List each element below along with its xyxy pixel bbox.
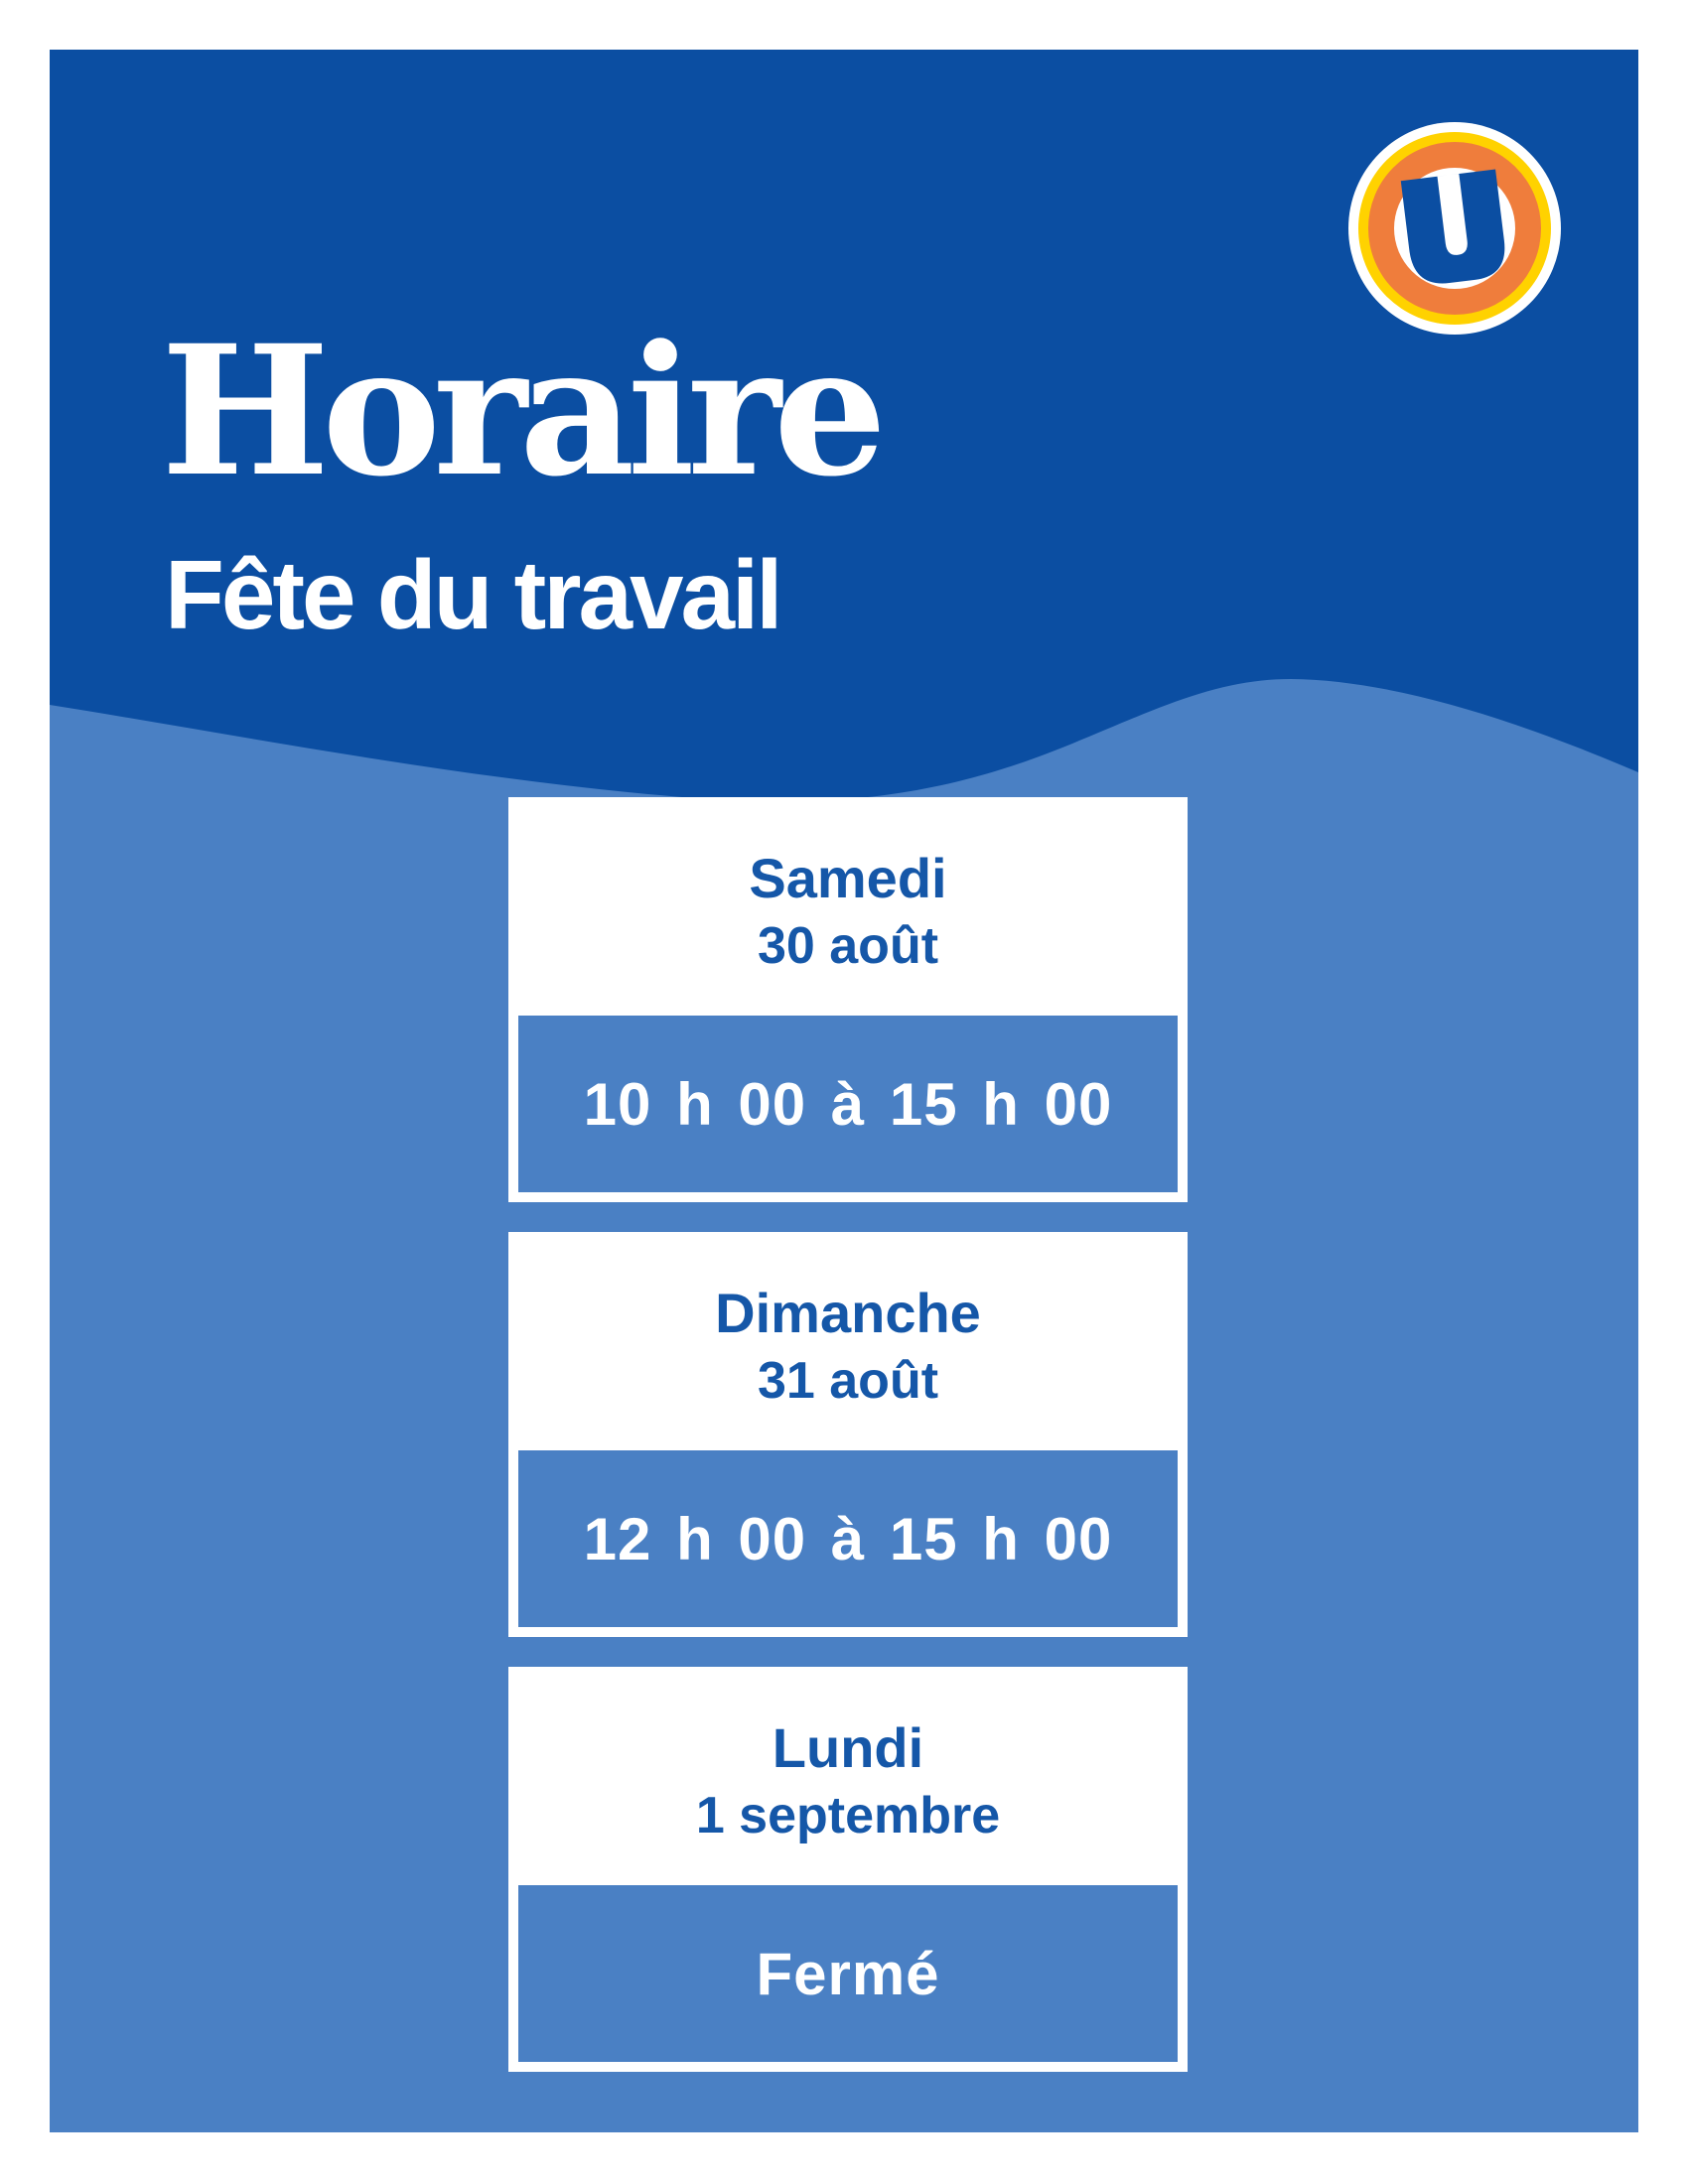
schedule-card-sunday bbox=[508, 1232, 1188, 1637]
poster-subtitle: Fête du travail bbox=[165, 540, 780, 649]
schedule-card-saturday bbox=[508, 797, 1188, 1202]
poster-title: Horaire bbox=[161, 307, 880, 516]
card-date: 31 août bbox=[757, 1352, 939, 1410]
card-date: 30 août bbox=[757, 917, 939, 975]
brand-logo-u-icon bbox=[1345, 119, 1564, 338]
card-hours: Fermé bbox=[756, 1940, 940, 2007]
card-day: Samedi bbox=[749, 847, 947, 909]
card-hours-box bbox=[518, 1885, 1178, 2062]
card-hours-box bbox=[518, 1016, 1178, 1192]
card-hours: 10 h 00 à 15 h 00 bbox=[583, 1070, 1113, 1138]
card-hours: 12 h 00 à 15 h 00 bbox=[583, 1505, 1113, 1572]
card-hours-box bbox=[518, 1450, 1178, 1627]
card-date: 1 septembre bbox=[695, 1787, 1001, 1844]
card-day: Dimanche bbox=[715, 1282, 981, 1344]
card-day: Lundi bbox=[772, 1716, 924, 1779]
schedule-card-monday bbox=[508, 1667, 1188, 2072]
poster bbox=[50, 50, 1638, 2132]
